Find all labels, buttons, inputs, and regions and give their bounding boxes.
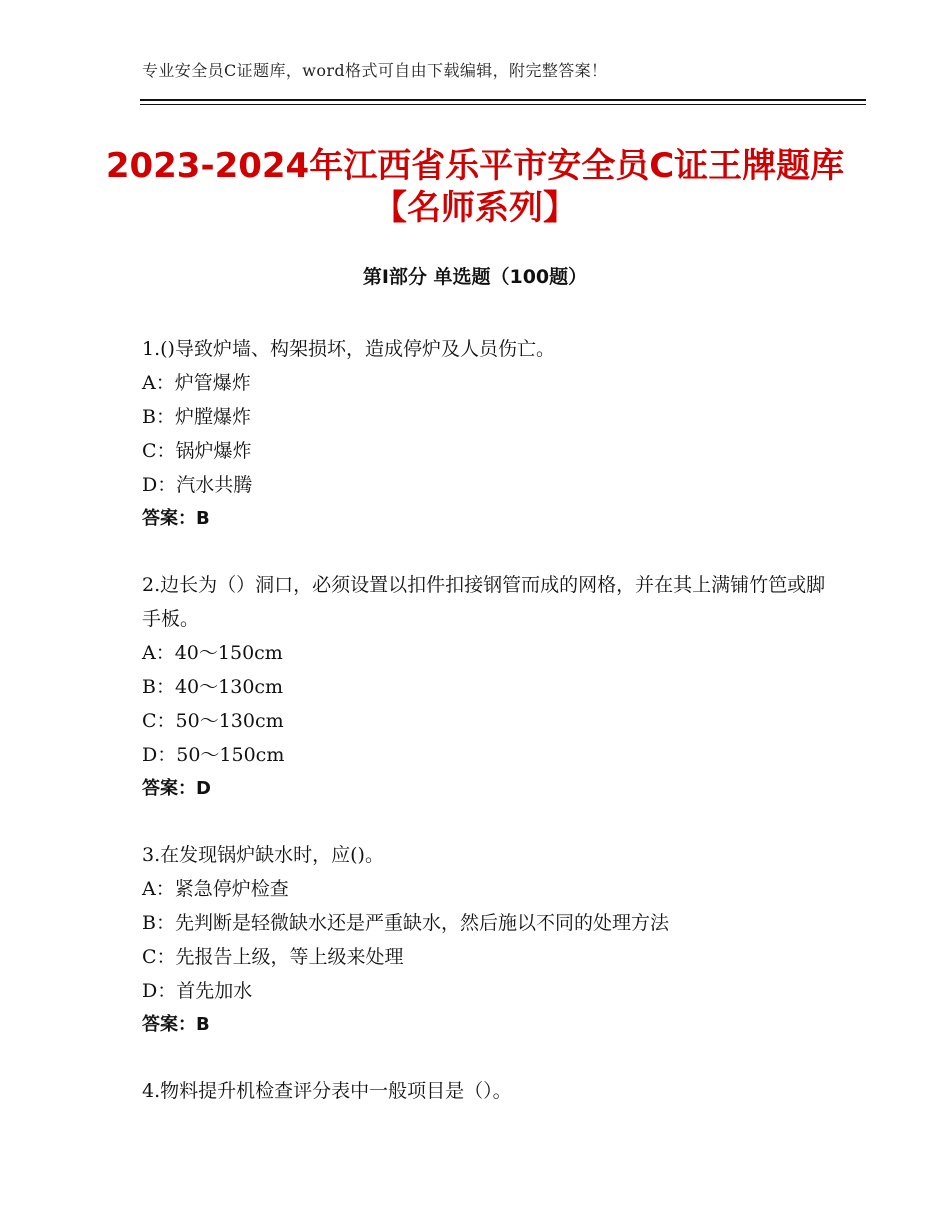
question-stem: 2.边长为（）洞口，必须设置以扣件扣接钢管而成的网格，并在其上满铺竹笆或脚手板。 — [142, 574, 826, 630]
option-b: B：40～130cm — [142, 676, 284, 698]
question-stem: 4.物料提升机检查评分表中一般项目是（）。 — [142, 1080, 512, 1102]
question-1 — [142, 332, 842, 536]
option-b: B：先判断是轻微缺水还是严重缺水，然后施以不同的处理方法 — [142, 912, 669, 934]
section-title: 第Ⅰ部分 单选题（100题） — [362, 266, 588, 288]
question-2 — [142, 568, 842, 806]
header-note: 专业安全员C证题库，word格式可自由下载编辑，附完整答案！ — [142, 61, 608, 80]
option-d: D：50～150cm — [142, 744, 285, 766]
option-a: A：紧急停炉检查 — [142, 878, 289, 900]
option-d: D：首先加水 — [142, 980, 253, 1002]
option-c: C：先报告上级，等上级来处理 — [142, 946, 404, 968]
option-a: A：炉管爆炸 — [142, 372, 251, 394]
question-4 — [142, 1074, 842, 1108]
question-stem: 3.在发现锅炉缺水时，应()。 — [142, 844, 384, 866]
option-a: A：40～150cm — [142, 642, 283, 664]
question-stem: 1.()导致炉墙、构架损坏，造成停炉及人员伤亡。 — [142, 338, 555, 360]
option-c: C：50～130cm — [142, 710, 284, 732]
option-d: D：汽水共腾 — [142, 474, 253, 496]
answer: 答案：B — [142, 1014, 210, 1035]
answer: 答案：B — [142, 508, 210, 529]
header-rule-thin — [140, 104, 866, 105]
document-title: 2023-2024年江西省乐平市安全员C证王牌题库【名师系列】 — [105, 146, 845, 228]
option-c: C：锅炉爆炸 — [142, 440, 252, 462]
header-rule-thick — [140, 99, 866, 101]
question-list — [142, 332, 842, 1140]
option-b: B：炉膛爆炸 — [142, 406, 251, 428]
question-3 — [142, 838, 842, 1042]
answer: 答案：D — [142, 778, 211, 799]
